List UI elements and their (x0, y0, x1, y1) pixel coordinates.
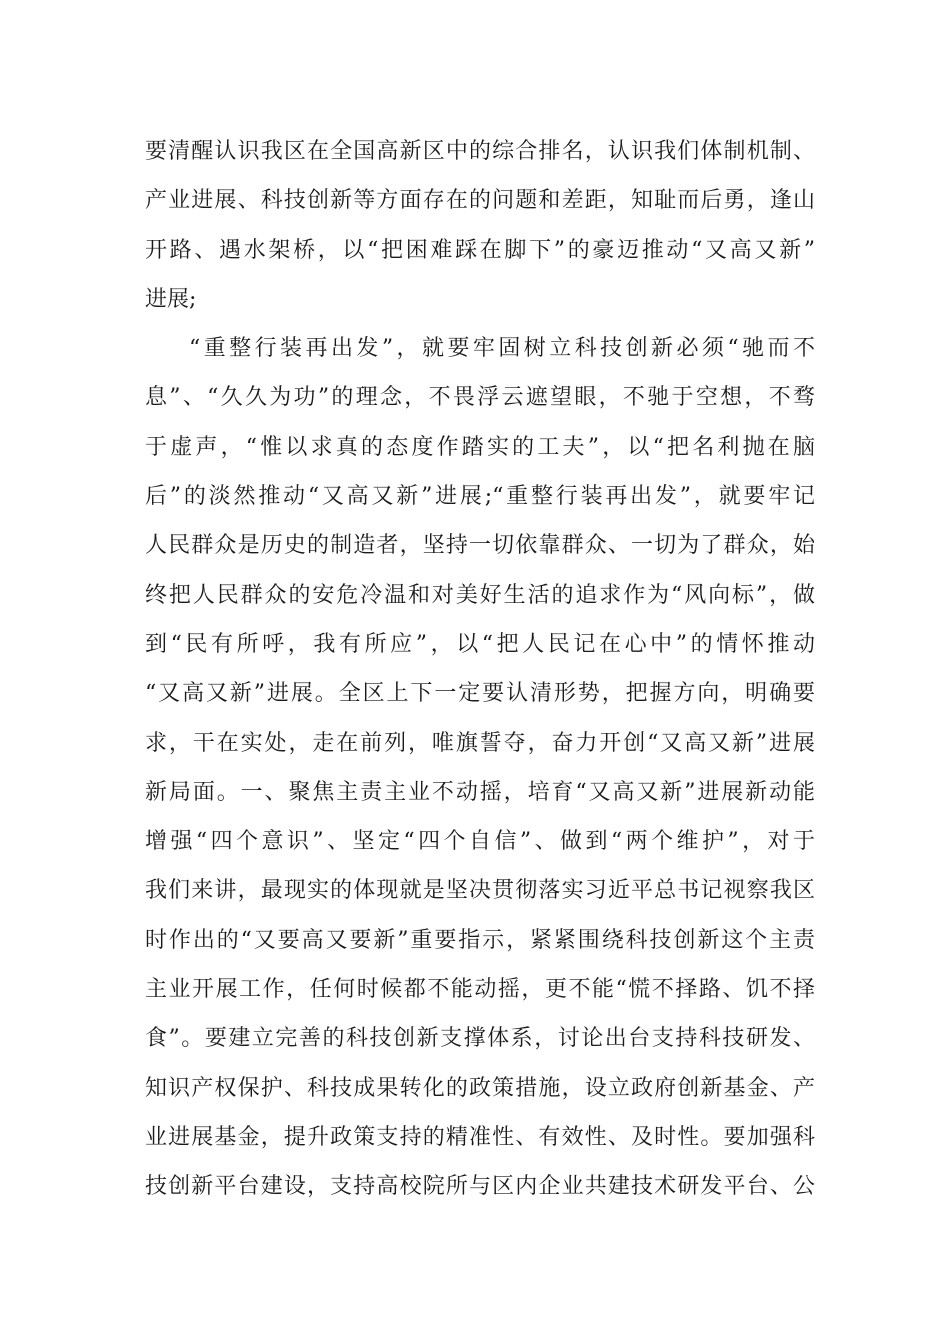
text-line: 产业进展、科技创新等方面存在的问题和差距，知耻而后勇，逢山 (145, 188, 815, 214)
text-line-paragraph-start: “重整行装再出发”，就要牢固树立科技创新必须“驰而不 (189, 336, 815, 362)
body-text (145, 127, 815, 1212)
text-line: 食”。要建立完善的科技创新支撑体系，讨论出台支持科技研发、 (145, 1026, 815, 1052)
text-line: 主业开展工作，任何时候都不能动摇，更不能“慌不择路、饥不择 (145, 977, 815, 1003)
text-line: “又高又新”进展。全区上下一定要认清形势，把握方向，明确要 (145, 681, 815, 707)
text-line: 知识产权保护、科技成果转化的政策措施，设立政府创新基金、产 (145, 1075, 815, 1101)
text-line: 要清醒认识我区在全国高新区中的综合排名，认识我们体制机制、 (145, 139, 815, 164)
text-line: 新局面。一、聚焦主责主业不动摇，培育“又高又新”进展新动能 (145, 779, 815, 805)
text-line: 技创新平台建设，支持高校院所与区内企业共建技术研发平台、公 (145, 1174, 815, 1200)
text-line: 我们来讲，最现实的体现就是坚决贯彻落实习近平总书记视察我区 (145, 878, 815, 904)
text-line: 后”的淡然推动“又高又新”进展;“重整行装再出发”，就要牢记 (145, 484, 815, 510)
text-line: 进展; (145, 286, 197, 312)
text-line: 业进展基金，提升政策支持的精准性、有效性、及时性。要加强科 (145, 1124, 815, 1150)
text-line: 人民群众是历史的制造者，坚持一切依靠群众、一切为了群众，始 (145, 533, 815, 559)
text-line: 息”、“久久为功”的理念，不畏浮云遮望眼，不驰于空想，不骛 (145, 385, 815, 411)
text-line: 开路、遇水架桥，以“把困难踩在脚下”的豪迈推动“又高又新” (145, 237, 815, 263)
text-line: 到“民有所呼，我有所应”，以“把人民记在心中”的情怀推动 (145, 631, 815, 657)
text-line: 求，干在实处，走在前列，唯旗誓夺，奋力开创“又高又新”进展 (145, 730, 815, 756)
text-line: 于虚声，“惟以求真的态度作踏实的工夫”，以“把名利抛在脑 (145, 434, 815, 460)
text-line: 终把人民群众的安危冷温和对美好生活的追求作为“风向标”，做 (145, 582, 815, 608)
text-line: 时作出的“又要高又要新”重要指示，紧紧围绕科技创新这个主责 (145, 927, 815, 953)
text-line: 增强“四个意识”、坚定“四个自信”、做到“两个维护”，对于 (145, 829, 815, 855)
